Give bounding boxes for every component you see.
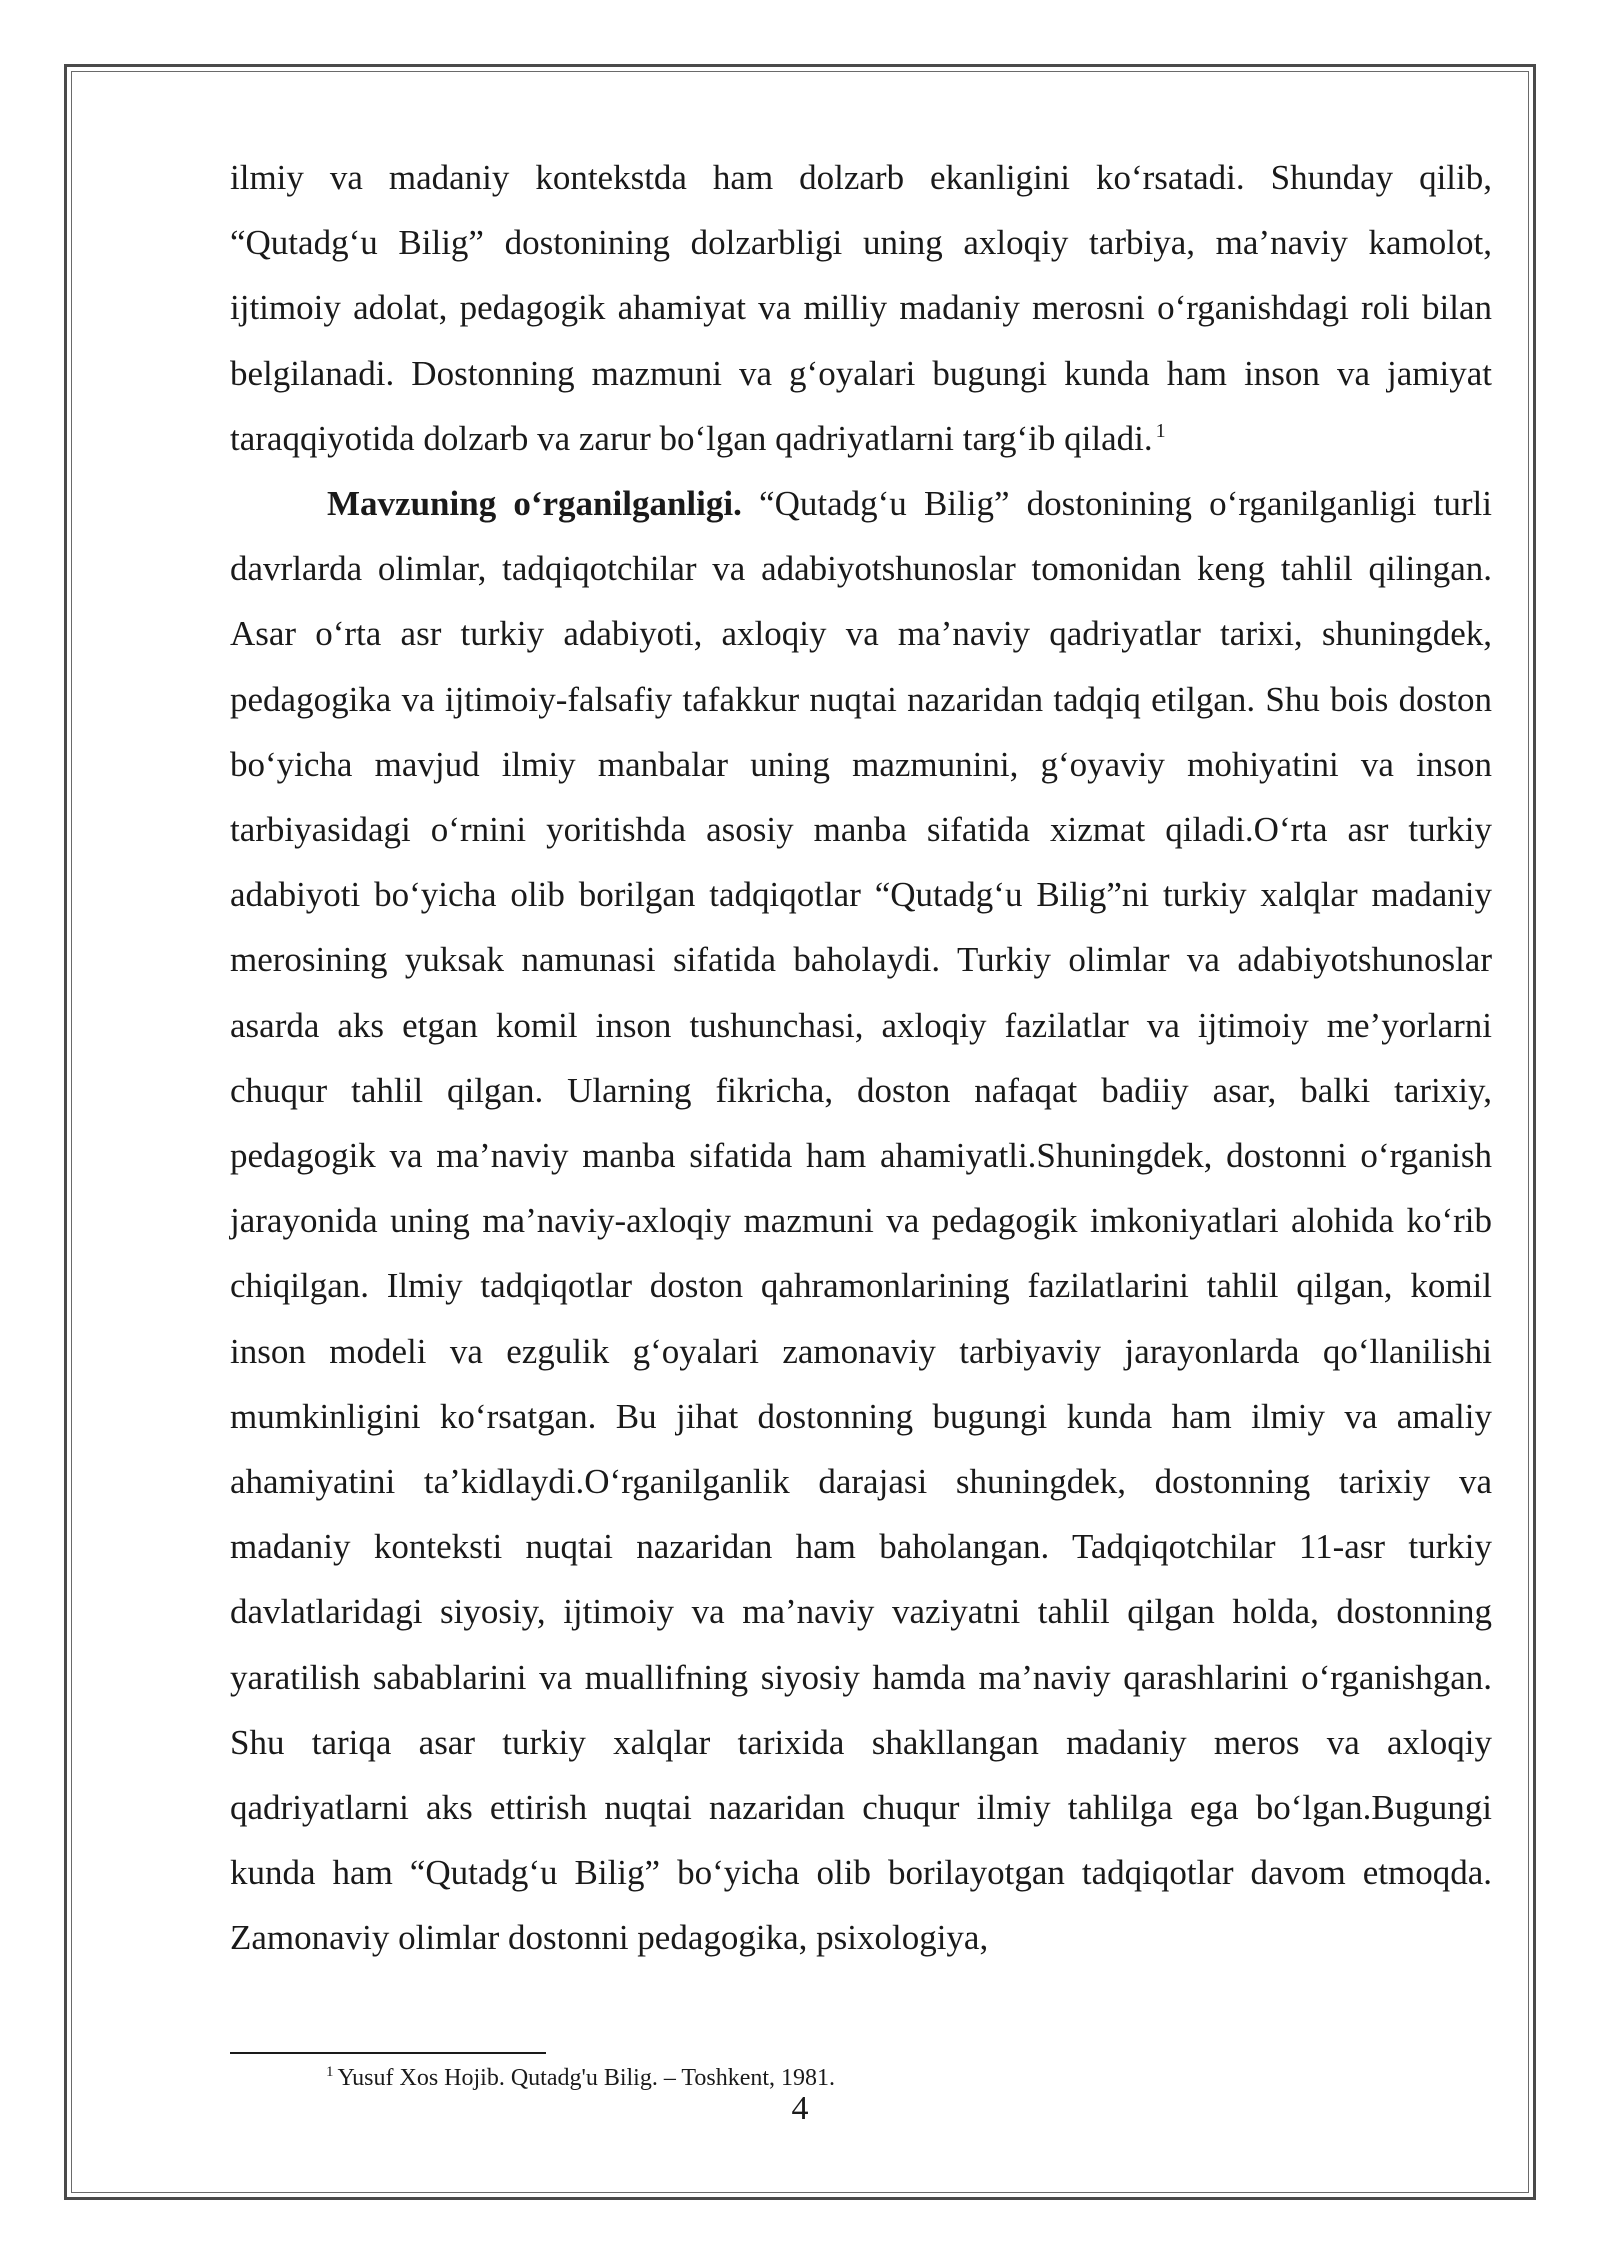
footnote-text: Yusuf Xos Hojib. Qutadg'u Bilig. – Toshkent, 1981. bbox=[337, 2065, 836, 2091]
paragraph-relevance bbox=[230, 145, 1492, 471]
page-number: 4 bbox=[791, 2090, 809, 2127]
footnote-reference[interactable]: 1 bbox=[1155, 420, 1166, 443]
section-heading: Mavzuning o‘rganilganligi. bbox=[327, 484, 742, 524]
paragraph-relevance-text: ilmiy va madaniy kontekstda ham dolzarb ekanligini ko‘rsatadi. Shunday qilib, “Qutadg‘u Bilig” dostonining dolzarbligi uning axloqiy tarbiya, ma’naviy kamolot, ijtimoiy adolat, pedagogik ahamiyat va milliy madaniy merosni o‘rganishdagi roli bilan belgilanadi. Dostonning mazmuni va g‘oyalari bugungi kunda ham inson va jamiyat taraqqiyotida dolzarb va zarur bo‘lgan qadriyatlarni targ‘ib qiladi. bbox=[230, 158, 1492, 458]
footnote-separator bbox=[230, 2052, 546, 2054]
paragraph-study-level-text: “Qutadg‘u Bilig” dostonining o‘rganilganligi turli davrlarda olimlar, tadqiqotchilar va adabiyotshunoslar tomonidan keng tahlil qilingan. Asar o‘rta asr turkiy adabiyoti, axloqiy va ma’naviy qadriyatlar tarixi, shuningdek, pedagogika va ijtimoiy-falsafiy tafakkur nuqtai nazaridan tadqiq etilgan. Shu bois doston bo‘yicha mavjud ilmiy manbalar uning mazmunini, g‘oyaviy mohiyatini va inson tarbiyasidagi o‘rnini yoritishda asosiy manba sifatida xizmat qiladi.O‘rta asr turkiy adabiyoti bo‘yicha olib borilgan tadqiqotlar “Qutadg‘u Bilig”ni turkiy xalqlar madaniy merosining yuksak namunasi sifatida baholaydi. Turkiy olimlar va adabiyotshunoslar asarda aks etgan komil inson tushunchasi, axloqiy fazilatlar va ijtimoiy me’yorlarni chuqur tahlil qilgan. Ularning fikricha, doston nafaqat badiiy asar, balki tarixiy, pedagogik va ma’naviy manba sifatida ham ahamiyatli.Shuningdek, dostonni o‘rganish jarayonida uning ma’naviy-axloqiy mazmuni va pedagogik imkoniyatlari alohida ko‘rib chiqilgan. Ilmiy tadqiqotlar doston qahramonlarining fazilatlarini tahlil qilgan, komil inson modeli va ezgulik g‘oyalari zamonaviy tarbiyaviy jarayonlarda qo‘llanilishi mumkinligini ko‘rsatgan. Bu jihat dostonning bugungi kunda ham ilmiy va amaliy ahamiyatini ta’kidlaydi.O‘rganilganlik darajasi shuningdek, dostonning tarixiy va madaniy konteksti nuqtai nazaridan ham baholangan. Tadqiqotchilar 11-asr turkiy davlatlaridagi siyosiy, ijtimoiy va ma’naviy vaziyatni tahlil qilgan holda, dostonning yaratilish sabablarini va muallifning siyosiy hamda ma’naviy qarashlarini o‘rganishgan. Shu tariqa asar turkiy xalqlar tarixida shakllangan madaniy meros va axloqiy qadriyatlarni aks ettirish nuqtai nazaridan chuqur ilmiy tahlilga ega bo‘lgan.Bugungi kunda ham “Qutadg‘u Bilig” bo‘yicha olib borilayotgan tadqiqotlar davom etmoqda. Zamonaviy olimlar dostonni pedagogika, psixologiya, bbox=[230, 484, 1493, 1958]
paragraph-study-level bbox=[230, 471, 1492, 1971]
footnote-number: 1 bbox=[326, 2064, 334, 2080]
page-body bbox=[230, 145, 1492, 1971]
